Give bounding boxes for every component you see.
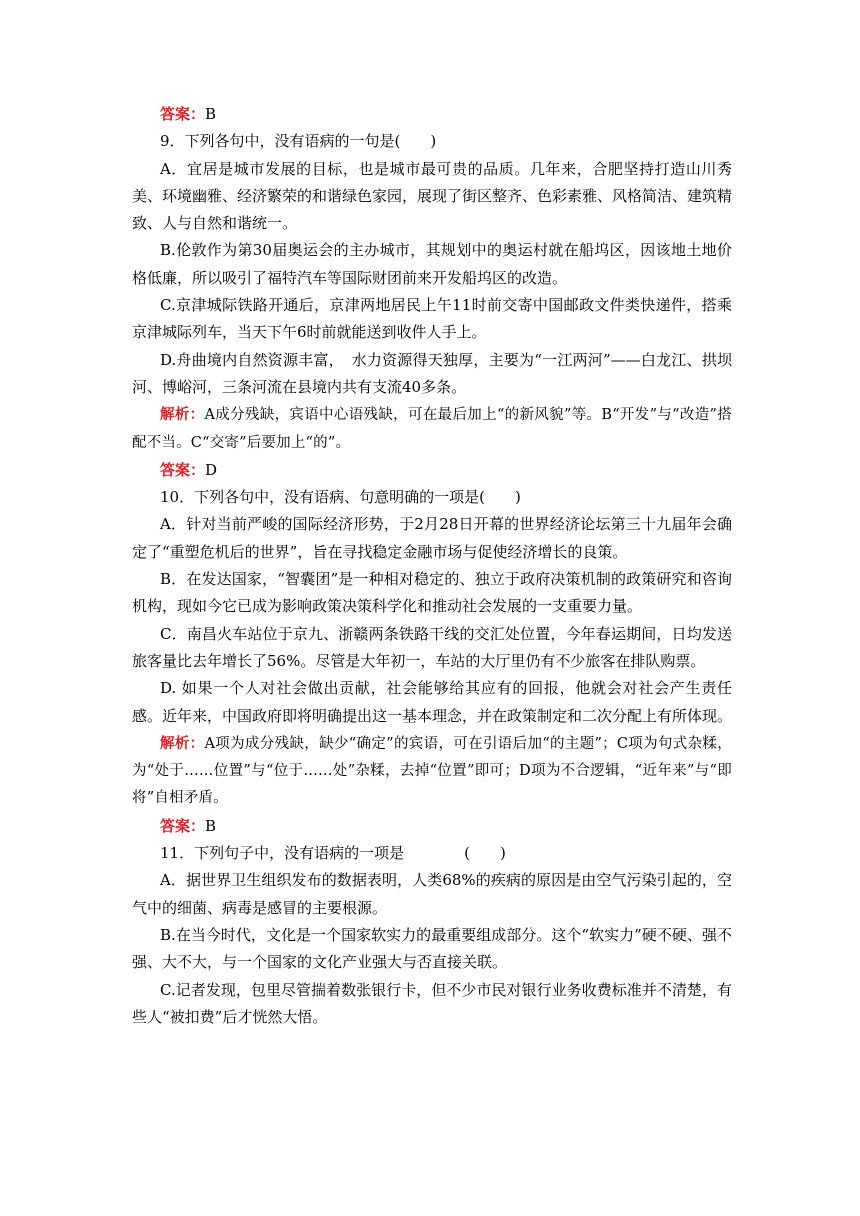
option-text: B.伦敦作为第30届奥运会的主办城市，其规划中的奥运村就在船坞区，因该地土地价格低廉，所以吸引了福特汽车等国际财团前来开发船坞区的改造。	[132, 241, 732, 287]
option-text: C.记者发现，包里尽管揣着数张银行卡，但不少市民对银行业务收费标准并不清楚，有些人“被扣费”后才恍然大悟。	[132, 980, 732, 1026]
analysis-label: 解析：	[160, 406, 205, 424]
option-text: D.舟曲境内自然资源丰富， 水力资源得天独厚，主要为“一江两河”——白龙江、拱坝河、博峪河，三条河流在县境内共有支流40多条。	[132, 350, 732, 396]
analysis-text: A成分残缺，宾语中心语残缺，可在最后加上“的新风貌”等。B“开发”与“改造”搭配不当。C“交寄”后要加上“的”。	[132, 407, 732, 451]
answer-value: D	[205, 460, 218, 479]
option-text: D. 如果一个人对社会做出贡献，社会能够给其应有的回报，他就会对社会产生责任感。近年来，中国政府即将明确提出这一基本理念，并在政策制定和二次分配上有所体现。	[132, 679, 733, 725]
option-text: A．据世界卫生组织发布的数据表明，人类68%的疾病的原因是由空气污染引起的，空气中的细菌、病毒是感冒的主要根源。	[132, 871, 732, 917]
content-column	[132, 101, 732, 1031]
option-text: B．在发达国家，“智囊团”是一种相对稳定的、独立于政府决策机制的政策研究和咨询机构，现如今它已成为影响政策决策科学化和推动社会发展的一支重要力量。	[132, 570, 732, 616]
answer-line	[132, 101, 732, 128]
question-stem: 11．下列句子中，没有语病的一项是 ( )	[160, 844, 506, 863]
answer-line	[132, 813, 732, 840]
answer-label: 答案：	[160, 105, 206, 123]
question-stem: 10．下列各句中，没有语病、句意明确的一项是( )	[160, 488, 521, 507]
option-text: C.京津城际铁路开通后，京津两地居民上午11时前交寄中国邮政文件类快递件，搭乘京津城际列车，当天下午6时前就能送到收件人手上。	[132, 296, 732, 342]
question-stem: 9．下列各句中，没有语病的一句是( )	[160, 132, 437, 151]
option-text: A．针对当前严峻的国际经济形势，于2月28日开幕的世界经济论坛第三十九届年会确定了“重塑危机后的世界”，旨在寻找稳定金融市场与促使经济增长的良策。	[132, 515, 732, 561]
option-text: B.在当今时代，文化是一个国家软实力的最重要组成部分。这个“软实力”硬不硬、强不强、大不大，与一个国家的文化产业强大与否直接关联。	[132, 925, 732, 972]
analysis-paragraph	[132, 401, 732, 457]
analysis-paragraph	[132, 730, 732, 813]
answer-label: 答案：	[160, 816, 206, 835]
option-text: A．宜居是城市发展的目标，也是城市最可贵的品质。几年来，合肥坚持打造山川秀美、环境幽雅、经济繁荣的和谐绿色家园，展现了街区整齐、色彩素雅、风格简洁、建筑精致、人与自然和谐统一。	[132, 159, 733, 233]
analysis-text: A项为成分残缺，缺少“确定”的宾语，可在引语后加“的主题”；C项为句式杂糅，为“处于……位置”与“位于……处”杂糅，去掉“位置”即可；D项为不合逻辑，“近年来”与“即将”自相矛盾。	[132, 735, 732, 807]
analysis-label: 解析：	[160, 734, 205, 752]
answer-value: B	[205, 816, 217, 835]
option-text: C．南昌火车站位于京九、浙赣两条铁路干线的交汇处位置，今年春运期间，日均发送旅客量比去年增长了56%。尽管是大年初一，车站的大厅里仍有不少旅客在排队购票。	[132, 624, 732, 670]
answer-label: 答案：	[160, 460, 206, 479]
answer-line	[132, 457, 732, 484]
answer-value: B	[205, 105, 217, 123]
